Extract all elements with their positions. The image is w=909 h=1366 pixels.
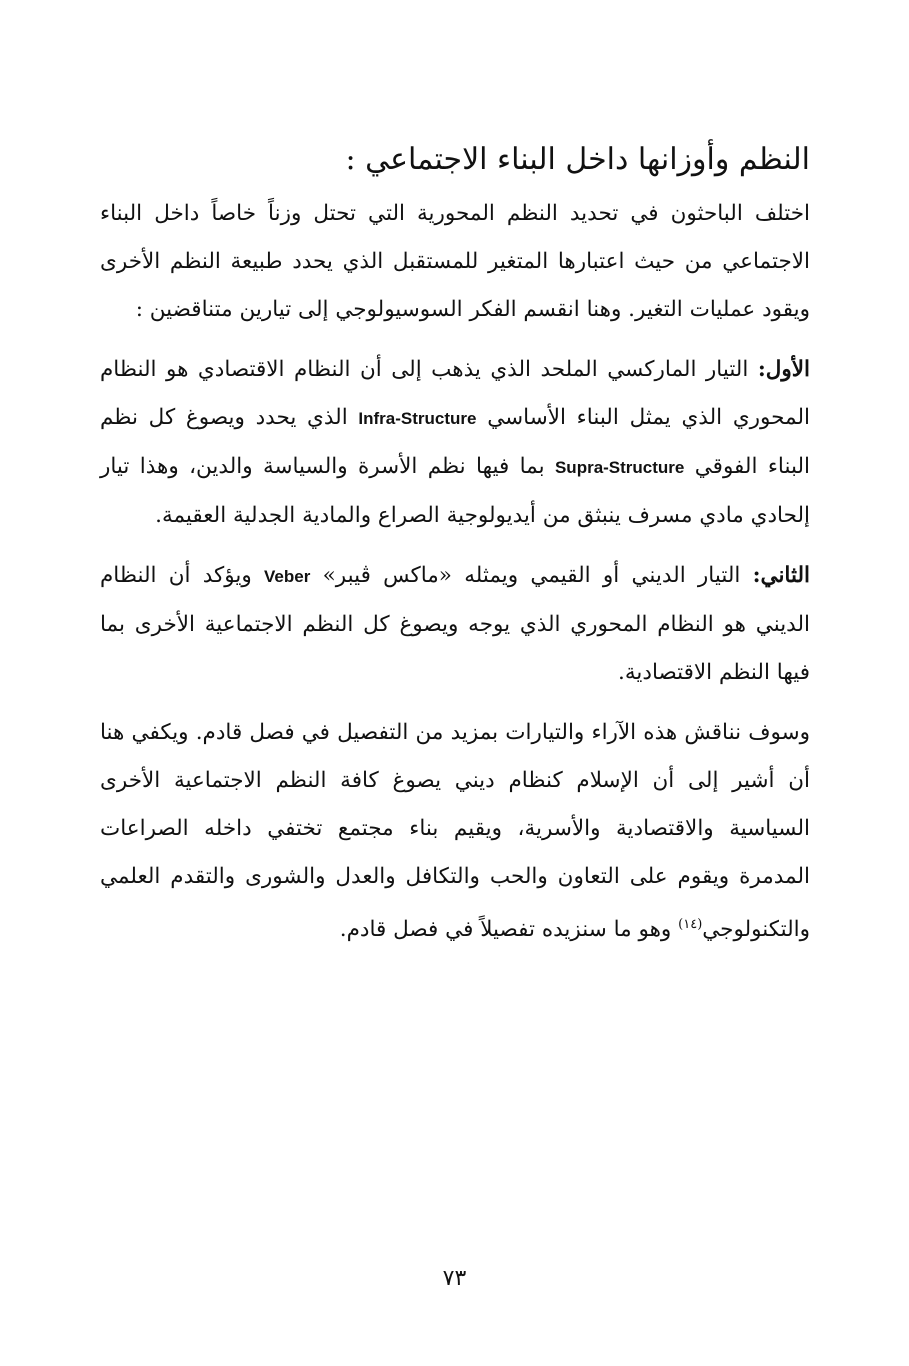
intro-paragraph: اختلف الباحثون في تحديد النظم المحورية التي تحتل وزناً خاصاً داخل البناء الاجتماعي من حيث اعتبارها المتغير للمستقبل الذي يحدد طبيعة النظم الأخرى ويقود عمليات التغير. وهنا انقسم الفكر السوسيولوجي إلى تيارين متناقضين : [100, 201, 810, 322]
closing-text-a: وسوف نناقش هذه الآراء والتيارات بمزيد من التفصيل في فصل قادم. ويكفي هنا أن أشير إلى أن الإسلام كنظام ديني يصوغ كافة النظم الاجتماعية الأخرى السياسية والاقتصادية والأسرية، ويقيم بناء مجتمع تختفي داخله الصراعات المدمرة ويقوم على التعاون والحب والتكافل والعدل والشورى والتقدم العلمي والتكنولوجي [100, 720, 810, 943]
first-trend-text-c: بما فيها نظم الأسرة والسياسة والدين، وهذا تيار إلحادي مادي مسرف ينبثق من أيديولوجية الصراع والمادية الجدلية العقيمة. [100, 454, 810, 528]
second-trend-paragraph [100, 552, 810, 697]
term-supra-structure: Supra-Structure [554, 458, 685, 477]
section-heading: النظم وأوزانها داخل البناء الاجتماعي : [345, 142, 810, 177]
term-veber: Veber [264, 567, 311, 586]
first-trend-lead: الأول: [757, 357, 810, 382]
page-number: ٧٣ [442, 1266, 467, 1291]
first-trend-text-b: الذي يحدد ويصوغ كل نظم البناء الفوقي [100, 405, 810, 479]
second-trend-lead: الثاني: [752, 563, 810, 588]
term-infra-structure: Infra-Structure [358, 409, 477, 428]
second-trend-text-a: التيار الديني أو القيمي ويمثله «ماكس ڤيبر» [310, 563, 753, 588]
page-body [100, 138, 810, 966]
closing-paragraph [100, 709, 810, 954]
first-trend-paragraph [100, 346, 810, 540]
closing-text-b: وهو ما سنزيده تفصيلاً في فصل قادم. [339, 917, 679, 943]
footnote-reference: (١٤) [678, 917, 703, 932]
first-trend-text-a: التيار الماركسي الملحد الذي يذهب إلى أن النظام الاقتصادي هو النظام المحوري الذي يمثل البناء الأساسي [100, 357, 810, 430]
second-trend-text-b: ويؤكد أن النظام الديني هو النظام المحوري الذي يوجه ويصوغ كل النظم الاجتماعية الأخرى بما فيها النظم الاقتصادية. [100, 563, 810, 685]
